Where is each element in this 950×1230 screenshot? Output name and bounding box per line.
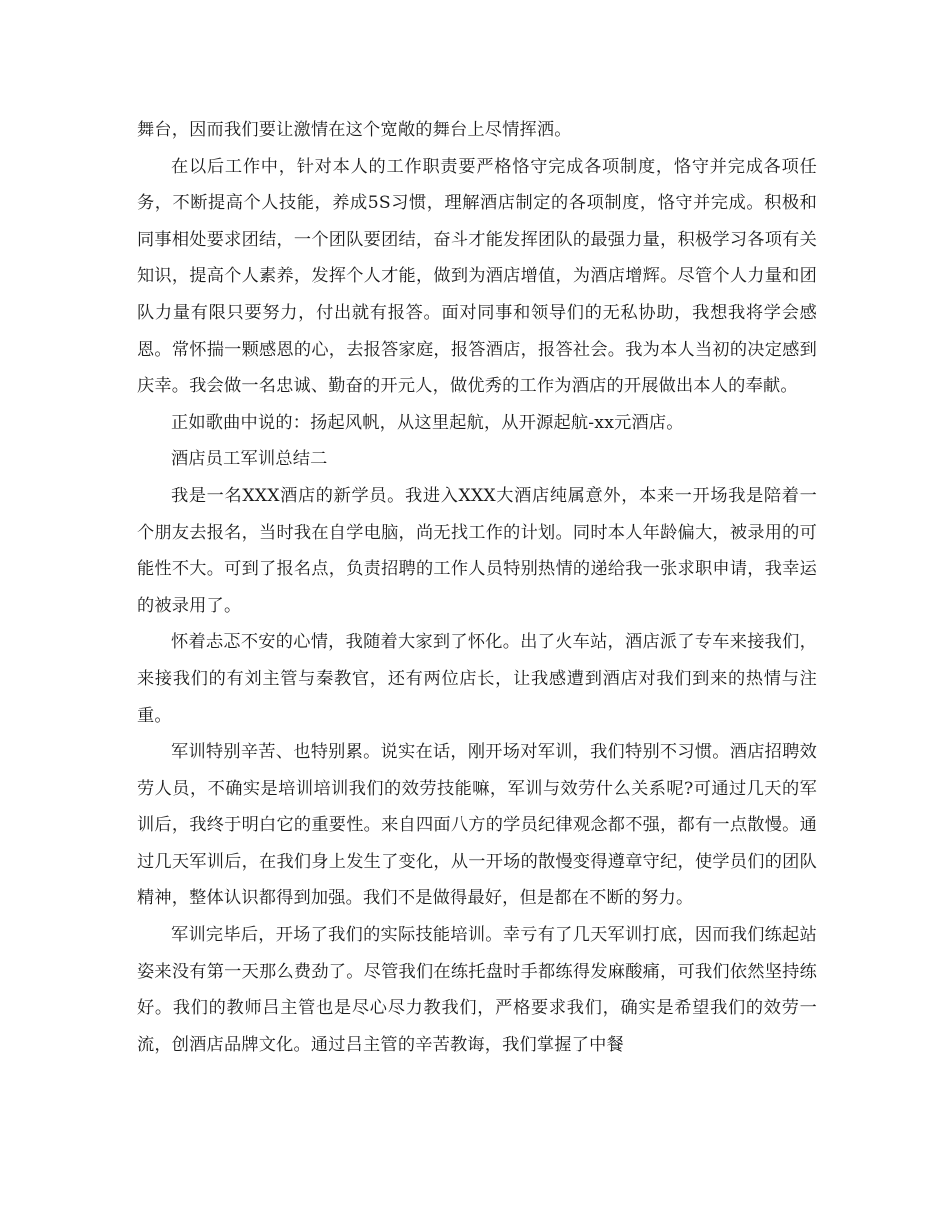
paragraph-continuation: 舞台，因而我们要让激情在这个宽敞的舞台上尽情挥洒。 bbox=[137, 120, 572, 140]
paragraph-skills-training: 军训完毕后，开场了我们的实际技能培训。幸亏有了几天军训打底，因而我们练起站姿来没有第一天那么费劲了。尽管我们在练托盘时手都练得发麻酸痛，可我们依然坚持练好。我们的教师吕主管也是尽心尽力教我们，严格要求我们，确实是希望我们的效劳一流，创酒店品牌文化。通过吕主管的辛苦教诲，我们掌握了中餐 bbox=[137, 925, 817, 1055]
paragraph-work-duties: 在以后工作中，针对本人的工作职责要严格恪守完成各项制度，恪守并完成各项任务，不断提高个人技能，养成5S习惯，理解酒店制定的各项制度，恪守并完成。积极和同事相处要求团结，一个团队要团结，奋斗才能发挥团队的最强力量，积极学习各项有关知识，提高个人素养，发挥个人才能，做到为酒店增值，为酒店增辉。尽管个人力量和团队力量有限只要努力，付出就有报答。面对同事和领导们的无私协助，我想我将学会感恩。常怀揣一颗感恩的心，去报答家庭，报答酒店，报答社会。我为本人当初的决定感到庆幸。我会做一名忠诚、勤奋的开元人，做优秀的工作为酒店的开展做出本人的奉献。 bbox=[137, 156, 817, 397]
paragraph-new-trainee: 我是一名XXX酒店的新学员。我进入XXX大酒店纯属意外，本来一开场我是陪着一个朋友去报名，当时我在自学电脑，尚无找工作的计划。同时本人年龄偏大，被录用的可能性不大。可到了报名点，负责招聘的工作人员特别热情的递给我一张求职申请，我幸运的被录用了。 bbox=[137, 485, 817, 616]
paragraph-arrival: 怀着忐忑不安的心情，我随着大家到了怀化。出了火车站，酒店派了专车来接我们，来接我们的有刘主管与秦教官，还有两位店长，让我感遭到酒店对我们到来的热情与注重。 bbox=[137, 632, 817, 726]
paragraph-song-quote: 正如歌曲中说的：扬起风帆，从这里起航，从开源起航-xx元酒店。 bbox=[171, 412, 684, 433]
document-body bbox=[137, 112, 817, 1063]
paragraph-military-training: 军训特别辛苦、也特别累。说实在话，刚开场对军训，我们特别不习惯。酒店招聘效劳人员，不确实是培训培训我们的效劳技能嘛，军训与效劳什么关系呢?可通过几天的军训后，我终于明白它的重要性。来自四面八方的学员纪律观念都不强，都有一点散慢。通过几天军训后，在我们身上发生了变化，从一开场的散慢变得遵章守纪，使学员们的团队精神，整体认识都得到加强。我们不是做得最好，但是都在不断的努力。 bbox=[137, 742, 817, 909]
section-heading: 酒店员工军训总结二 bbox=[171, 449, 328, 470]
